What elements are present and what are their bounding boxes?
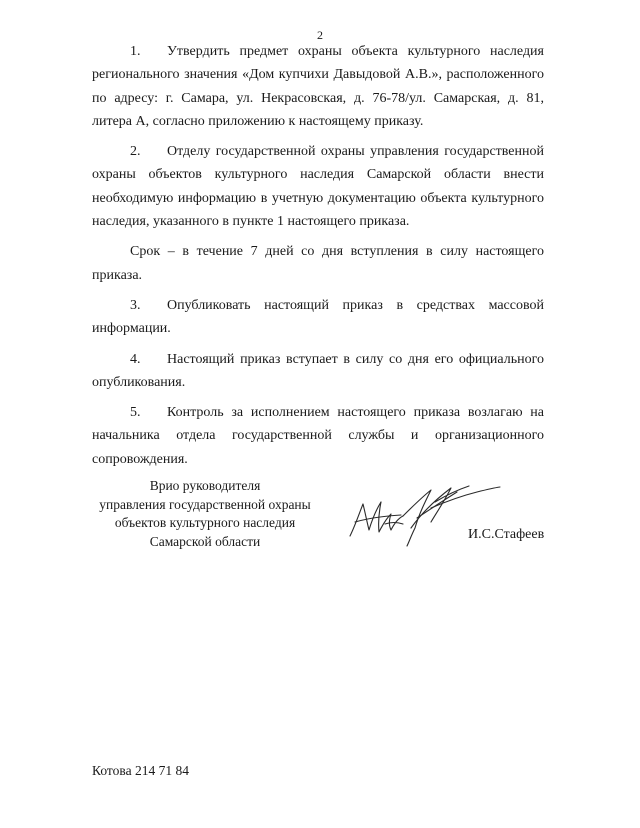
paragraph-number: 3.	[130, 297, 141, 313]
paragraph-text: Контроль за исполнением настоящего приказа возлагаю на начальника отдела государственной службы и организационного сопровождения.	[92, 405, 544, 467]
executor-contact: Котова 214 71 84	[92, 763, 189, 778]
signatory-name: И.С.Стафеев	[468, 527, 545, 542]
signatory-position-line: Врио руководителя	[149, 478, 261, 493]
order-paragraph	[92, 401, 544, 471]
order-paragraph	[92, 348, 544, 395]
page-number: 2	[317, 28, 323, 42]
signatory-position	[80, 477, 330, 551]
paragraph-number: 1.	[130, 44, 141, 59]
paragraph-text: Настоящий приказ вступает в силу со дня его официального опубликования.	[92, 351, 544, 390]
paragraph-number: 2.	[130, 144, 141, 160]
deadline-paragraph	[92, 240, 544, 287]
order-body	[92, 40, 544, 478]
order-paragraph	[92, 40, 544, 133]
signatory-position-line: объектов культурного наследия	[114, 515, 296, 530]
paragraph-text: Опубликовать настоящий приказ в средствах массовой информации.	[92, 297, 544, 337]
paragraph-text: Отделу государственной охраны управления государственной охраны объектов культурного наследия Самарской области внести необходимую информацию в учетную документацию объекта культурного наследия, указанного в пункте 1 настоящего приказа.	[92, 144, 544, 230]
order-paragraph	[92, 140, 544, 233]
order-paragraph	[92, 294, 544, 341]
paragraph-text: Срок – в течение 7 дней со дня вступления в силу настоящего приказа.	[92, 244, 544, 283]
paragraph-number: 4.	[130, 351, 141, 367]
paragraph-text: Утвердить предмет охраны объекта культурного наследия регионального значения «Дом купчихи Давыдовой А.В.», расположенного по адресу: г. Самара, ул. Некрасовская, д. 76-78/ул. Самарская, д. 81, литера А, согласно приложению к настоящему приказу.	[92, 44, 544, 129]
signatory-position-line: управления государственной охраны	[99, 496, 311, 512]
paragraph-number: 5.	[130, 405, 141, 421]
signatory-position-line: Самарской области	[149, 533, 261, 549]
